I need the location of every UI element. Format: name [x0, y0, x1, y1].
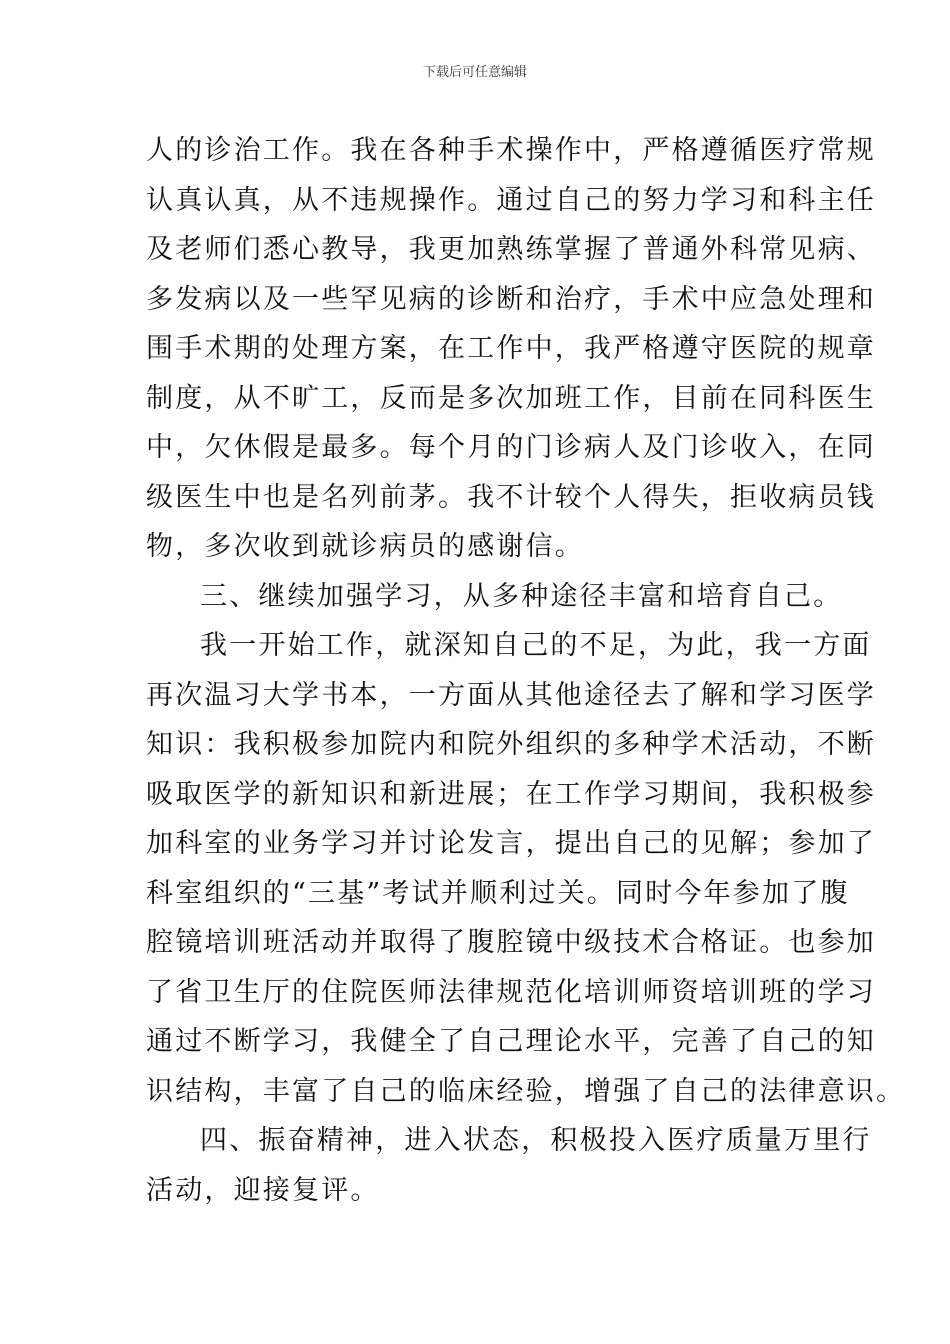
text-line: 吸取医学的新知识和新进展；在工作学习期间，我积极参 [146, 778, 876, 810]
text-line: 物，多次收到就诊病员的感谢信。 [146, 531, 584, 562]
text-line: 级医生中也是名列前茅。我不计较个人得失，拒收病员钱 [146, 481, 876, 513]
text-line: 制度，从不旷工，反而是多次加班工作，目前在同科医生 [146, 382, 876, 414]
text-line: 人的诊治工作。我在各种手术操作中，严格遵循医疗常规 [146, 135, 876, 166]
text-line: 腔镜培训班活动并取得了腹腔镜中级技术合格证。也参加 [146, 927, 876, 958]
text-line: 识结构，丰富了自己的临床经验，增强了自己的法律意识。 [146, 1075, 906, 1107]
text-line: 科室组织的“三基”考试并顺利过关。同时今年参加了腹 [146, 877, 850, 909]
section-heading: 四、振奋精神，进入状态，积极投入医疗质量万里行 [200, 1125, 872, 1156]
text-line: 及老师们悉心教导，我更加熟练掌握了普通外科常见病、 [146, 234, 876, 265]
text-line: 我一开始工作，就深知自己的不足，为此，我一方面 [200, 630, 872, 661]
text-line: 多发病以及一些罕见病的诊断和治疗，手术中应急处理和 [146, 283, 876, 315]
text-line: 围手术期的处理方案，在工作中，我严格遵守医院的规章 [146, 333, 876, 364]
text-line: 中，欠休假是最多。每个月的门诊病人及门诊收入，在同 [146, 432, 876, 463]
text-line: 知识：我积极参加院内和院外组织的多种学术活动，不断 [146, 729, 876, 760]
page-header: 下载后可任意编辑 [422, 65, 527, 80]
text-line: 认真认真，从不违规操作。通过自己的努力学习和科主任 [146, 184, 876, 216]
text-line: 通过不断学习，我健全了自己理论水平，完善了自己的知 [146, 1026, 876, 1057]
text-line: 活动，迎接复评。 [146, 1174, 380, 1206]
text-line: 了省卫生厅的住院医师法律规范化培训师资培训班的学习 [146, 976, 876, 1008]
text-line: 再次温习大学书本，一方面从其他途径去了解和学习医学 [146, 679, 876, 711]
text-line: 加科室的业务学习并讨论发言，提出自己的见解；参加了 [146, 828, 876, 859]
document-body [146, 126, 906, 1215]
section-heading: 三、继续加强学习，从多种途径丰富和培育自己。 [200, 580, 843, 612]
